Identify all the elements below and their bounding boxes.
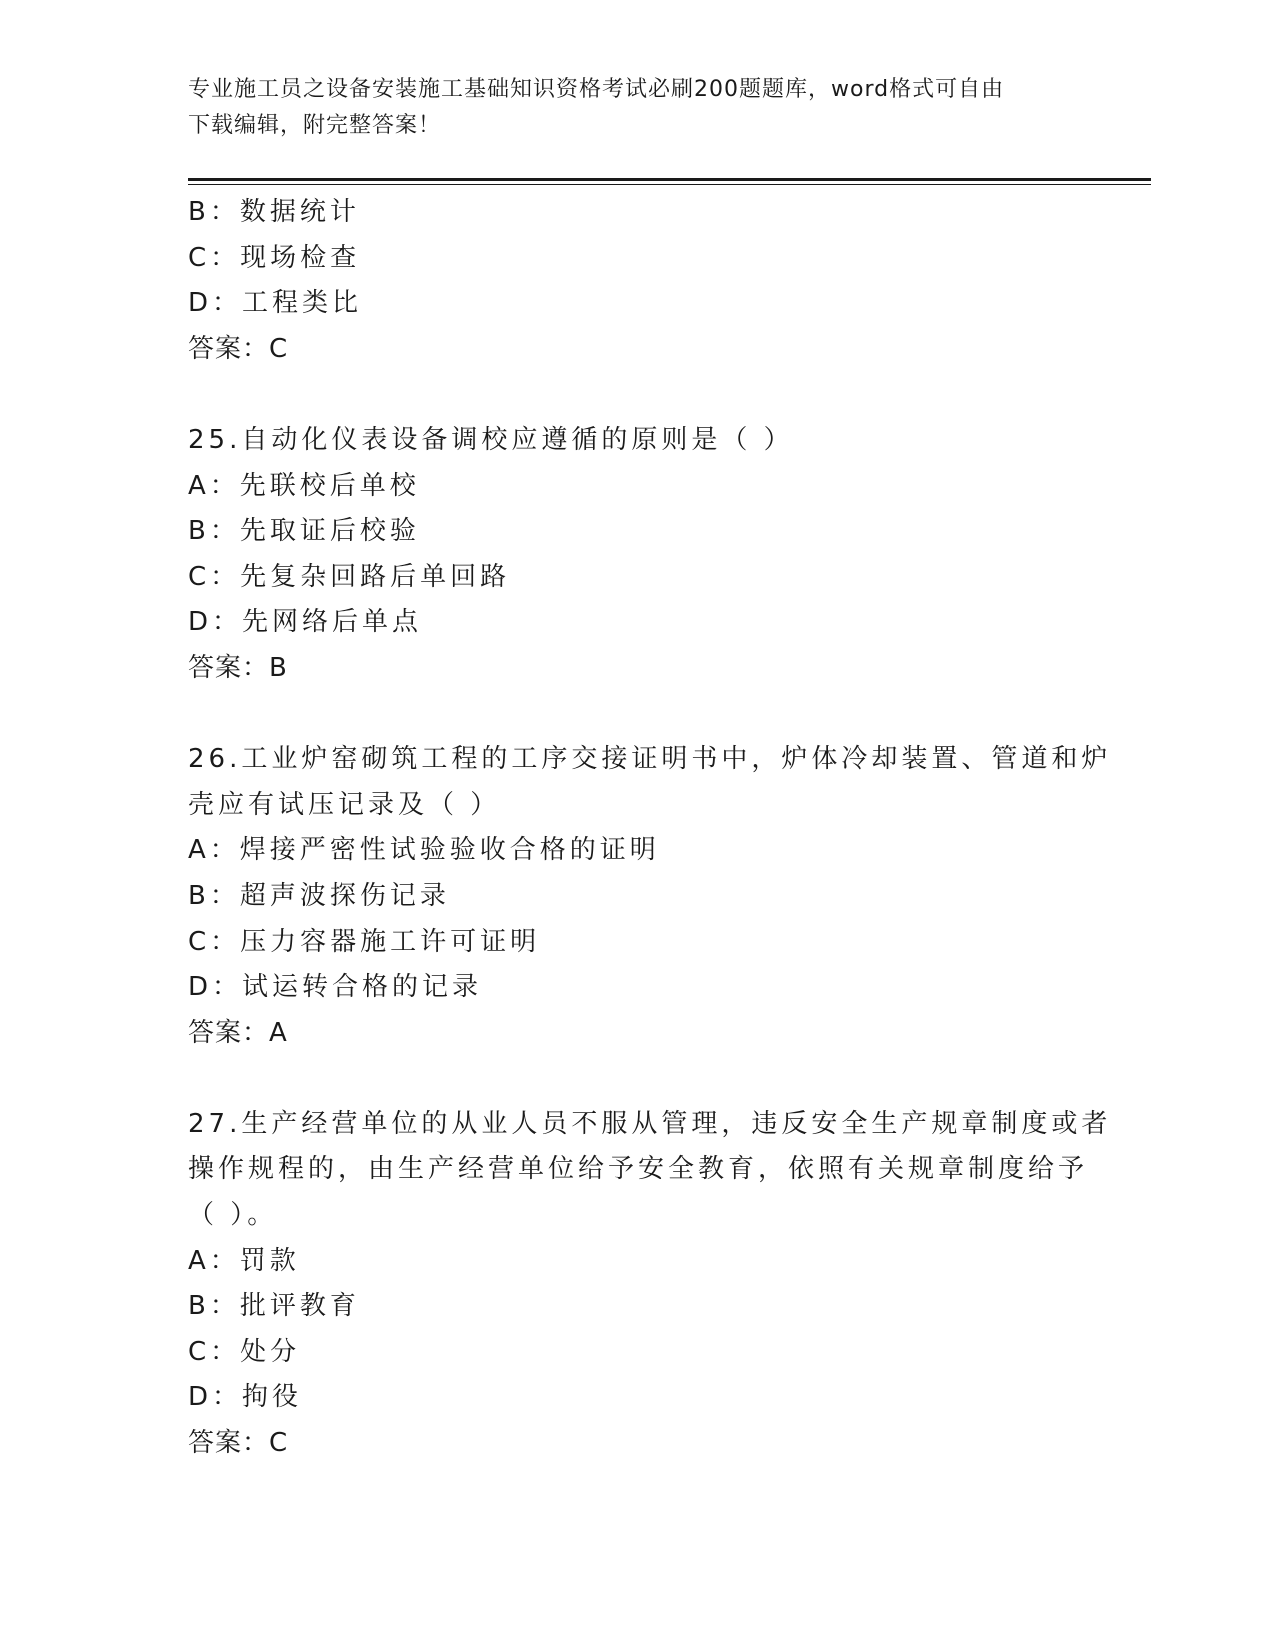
- question-27: [188, 1102, 1112, 1467]
- spacer: [188, 372, 1088, 418]
- question-stem: 25.自动化仪表设备调校应遵循的原则是（ ）: [188, 424, 794, 455]
- question-stem-continued: （ ）。: [188, 1200, 278, 1231]
- header-divider-thin: [188, 184, 1151, 185]
- option-d: D：工程类比: [188, 288, 363, 319]
- question-26: [188, 737, 1112, 1056]
- option-c: C：压力容器施工许可证明: [188, 926, 541, 957]
- option-c: C：现场检查: [188, 242, 361, 273]
- option-b: B：超声波探伤记录: [188, 880, 450, 911]
- header-divider-thick: [188, 178, 1151, 181]
- option-b: B：先取证后校验: [188, 516, 420, 547]
- answer-line: 答案：C: [188, 1428, 289, 1459]
- option-b: B：数据统计: [188, 197, 360, 227]
- option-c: C：先复杂回路后单回路: [188, 561, 511, 592]
- question-stem: 27.生产经营单位的从业人员不服从管理，违反安全生产规章制度或者: [188, 1108, 1112, 1139]
- option-a: A：焊接严密性试验验收合格的证明: [188, 835, 660, 866]
- question-list: [188, 190, 1112, 1467]
- spacer: [188, 692, 1088, 738]
- question-stem-continued: 操作规程的，由生产经营单位给予安全教育，依照有关规章制度给予: [188, 1154, 1089, 1185]
- question-25: [188, 418, 1088, 692]
- spacer: [188, 1056, 1088, 1102]
- carryover-question-block: [188, 190, 1088, 372]
- option-d: D：试运转合格的记录: [188, 972, 483, 1003]
- question-stem-continued: 壳应有试压记录及（ ）: [188, 789, 501, 820]
- answer-line: 答案：B: [188, 652, 288, 683]
- option-a: A：罚款: [188, 1245, 300, 1276]
- option-b: B：批评教育: [188, 1291, 360, 1322]
- question-stem: 26.工业炉窑砌筑工程的工序交接证明书中，炉体冷却装置、管道和炉: [188, 744, 1112, 775]
- document-header: [188, 72, 1068, 144]
- header-title-line-2: 下载编辑，附完整答案！: [188, 113, 442, 138]
- answer-line: 答案：C: [188, 333, 289, 364]
- answer-line: 答案：A: [188, 1017, 288, 1048]
- option-d: D：先网络后单点: [188, 607, 423, 638]
- header-title-line-1: 专业施工员之设备安装施工基础知识资格考试必刷200题题库，word格式可自由: [188, 77, 1005, 102]
- option-c: C：处分: [188, 1336, 301, 1367]
- option-a: A：先联校后单校: [188, 470, 420, 501]
- option-d: D：拘役: [188, 1382, 303, 1413]
